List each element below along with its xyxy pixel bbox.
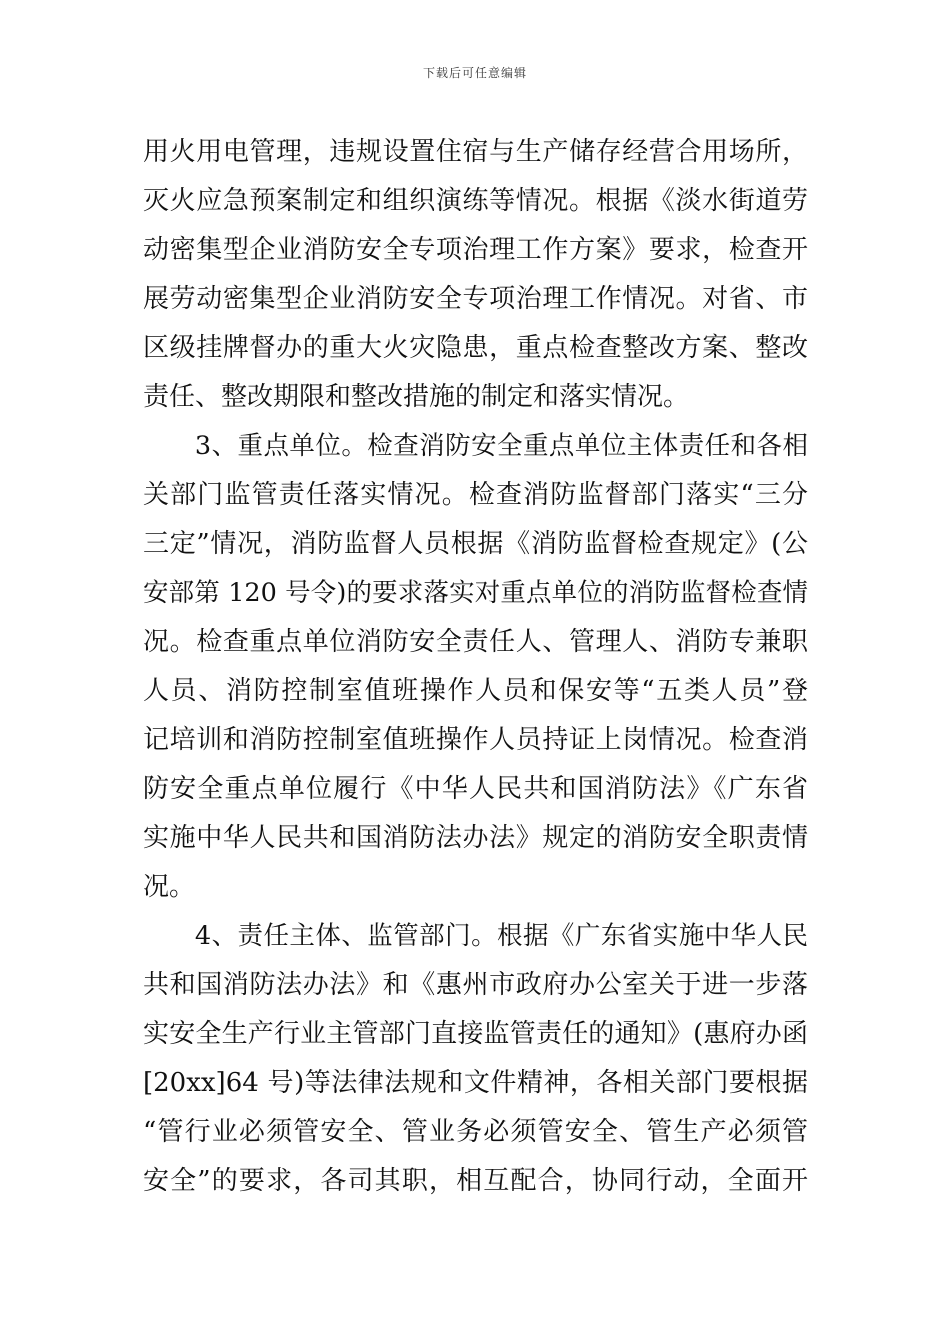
text-line: 实施中华人民共和国消防法办法》规定的消防安全职责情 [143, 823, 808, 853]
text-line: 三定”情况，消防监督人员根据《消防监督检查规定》(公 [143, 529, 808, 559]
text-line: [20xx]64 号)等法律法规和文件精神，各相关部门要根据 [143, 1068, 808, 1098]
text-line: 况。检查重点单位消防安全责任人、管理人、消防专兼职 [143, 627, 808, 657]
text-line: 共和国消防法办法》和《惠州市政府办公室关于进一步落 [143, 970, 808, 1000]
text-line: 灭火应急预案制定和组织演练等情况。根据《淡水街道劳 [143, 186, 808, 216]
text-line: 展劳动密集型企业消防安全专项治理工作情况。对省、市 [143, 284, 808, 314]
text-line: 记培训和消防控制室值班操作人员持证上岗情况。检查消 [143, 725, 808, 755]
text-line: 关部门监管责任落实情况。检查消防监督部门落实“三分 [143, 480, 808, 510]
text-line: 责任、整改期限和整改措施的制定和落实情况。 [143, 382, 690, 412]
text-line: 人员、消防控制室值班操作人员和保安等“五类人员”登 [143, 676, 808, 706]
text-line: 用火用电管理，违规设置住宿与生产储存经营合用场所， [143, 137, 808, 167]
text-line: 区级挂牌督办的重大火灾隐患，重点检查整改方案、整改 [143, 333, 808, 363]
text-line: 3、重点单位。检查消防安全重点单位主体责任和各相 [143, 431, 808, 461]
text-line: 安部第 120 号令)的要求落实对重点单位的消防监督检查情 [143, 578, 808, 608]
document-body [143, 128, 808, 1206]
text-line: 实安全生产行业主管部门直接监管责任的通知》(惠府办函 [143, 1019, 808, 1049]
text-line: 4、责任主体、监管部门。根据《广东省实施中华人民 [143, 921, 808, 951]
text-line: 安全”的要求，各司其职，相互配合，协同行动，全面开 [143, 1166, 808, 1196]
text-line: “管行业必须管安全、管业务必须管安全、管生产必须管 [143, 1117, 808, 1147]
text-line: 防安全重点单位履行《中华人民共和国消防法》《广东省 [143, 774, 808, 804]
page-header-note: 下载后可任意编辑 [422, 66, 527, 80]
text-line: 动密集型企业消防安全专项治理工作方案》要求，检查开 [143, 235, 808, 265]
text-line: 况。 [143, 872, 196, 902]
